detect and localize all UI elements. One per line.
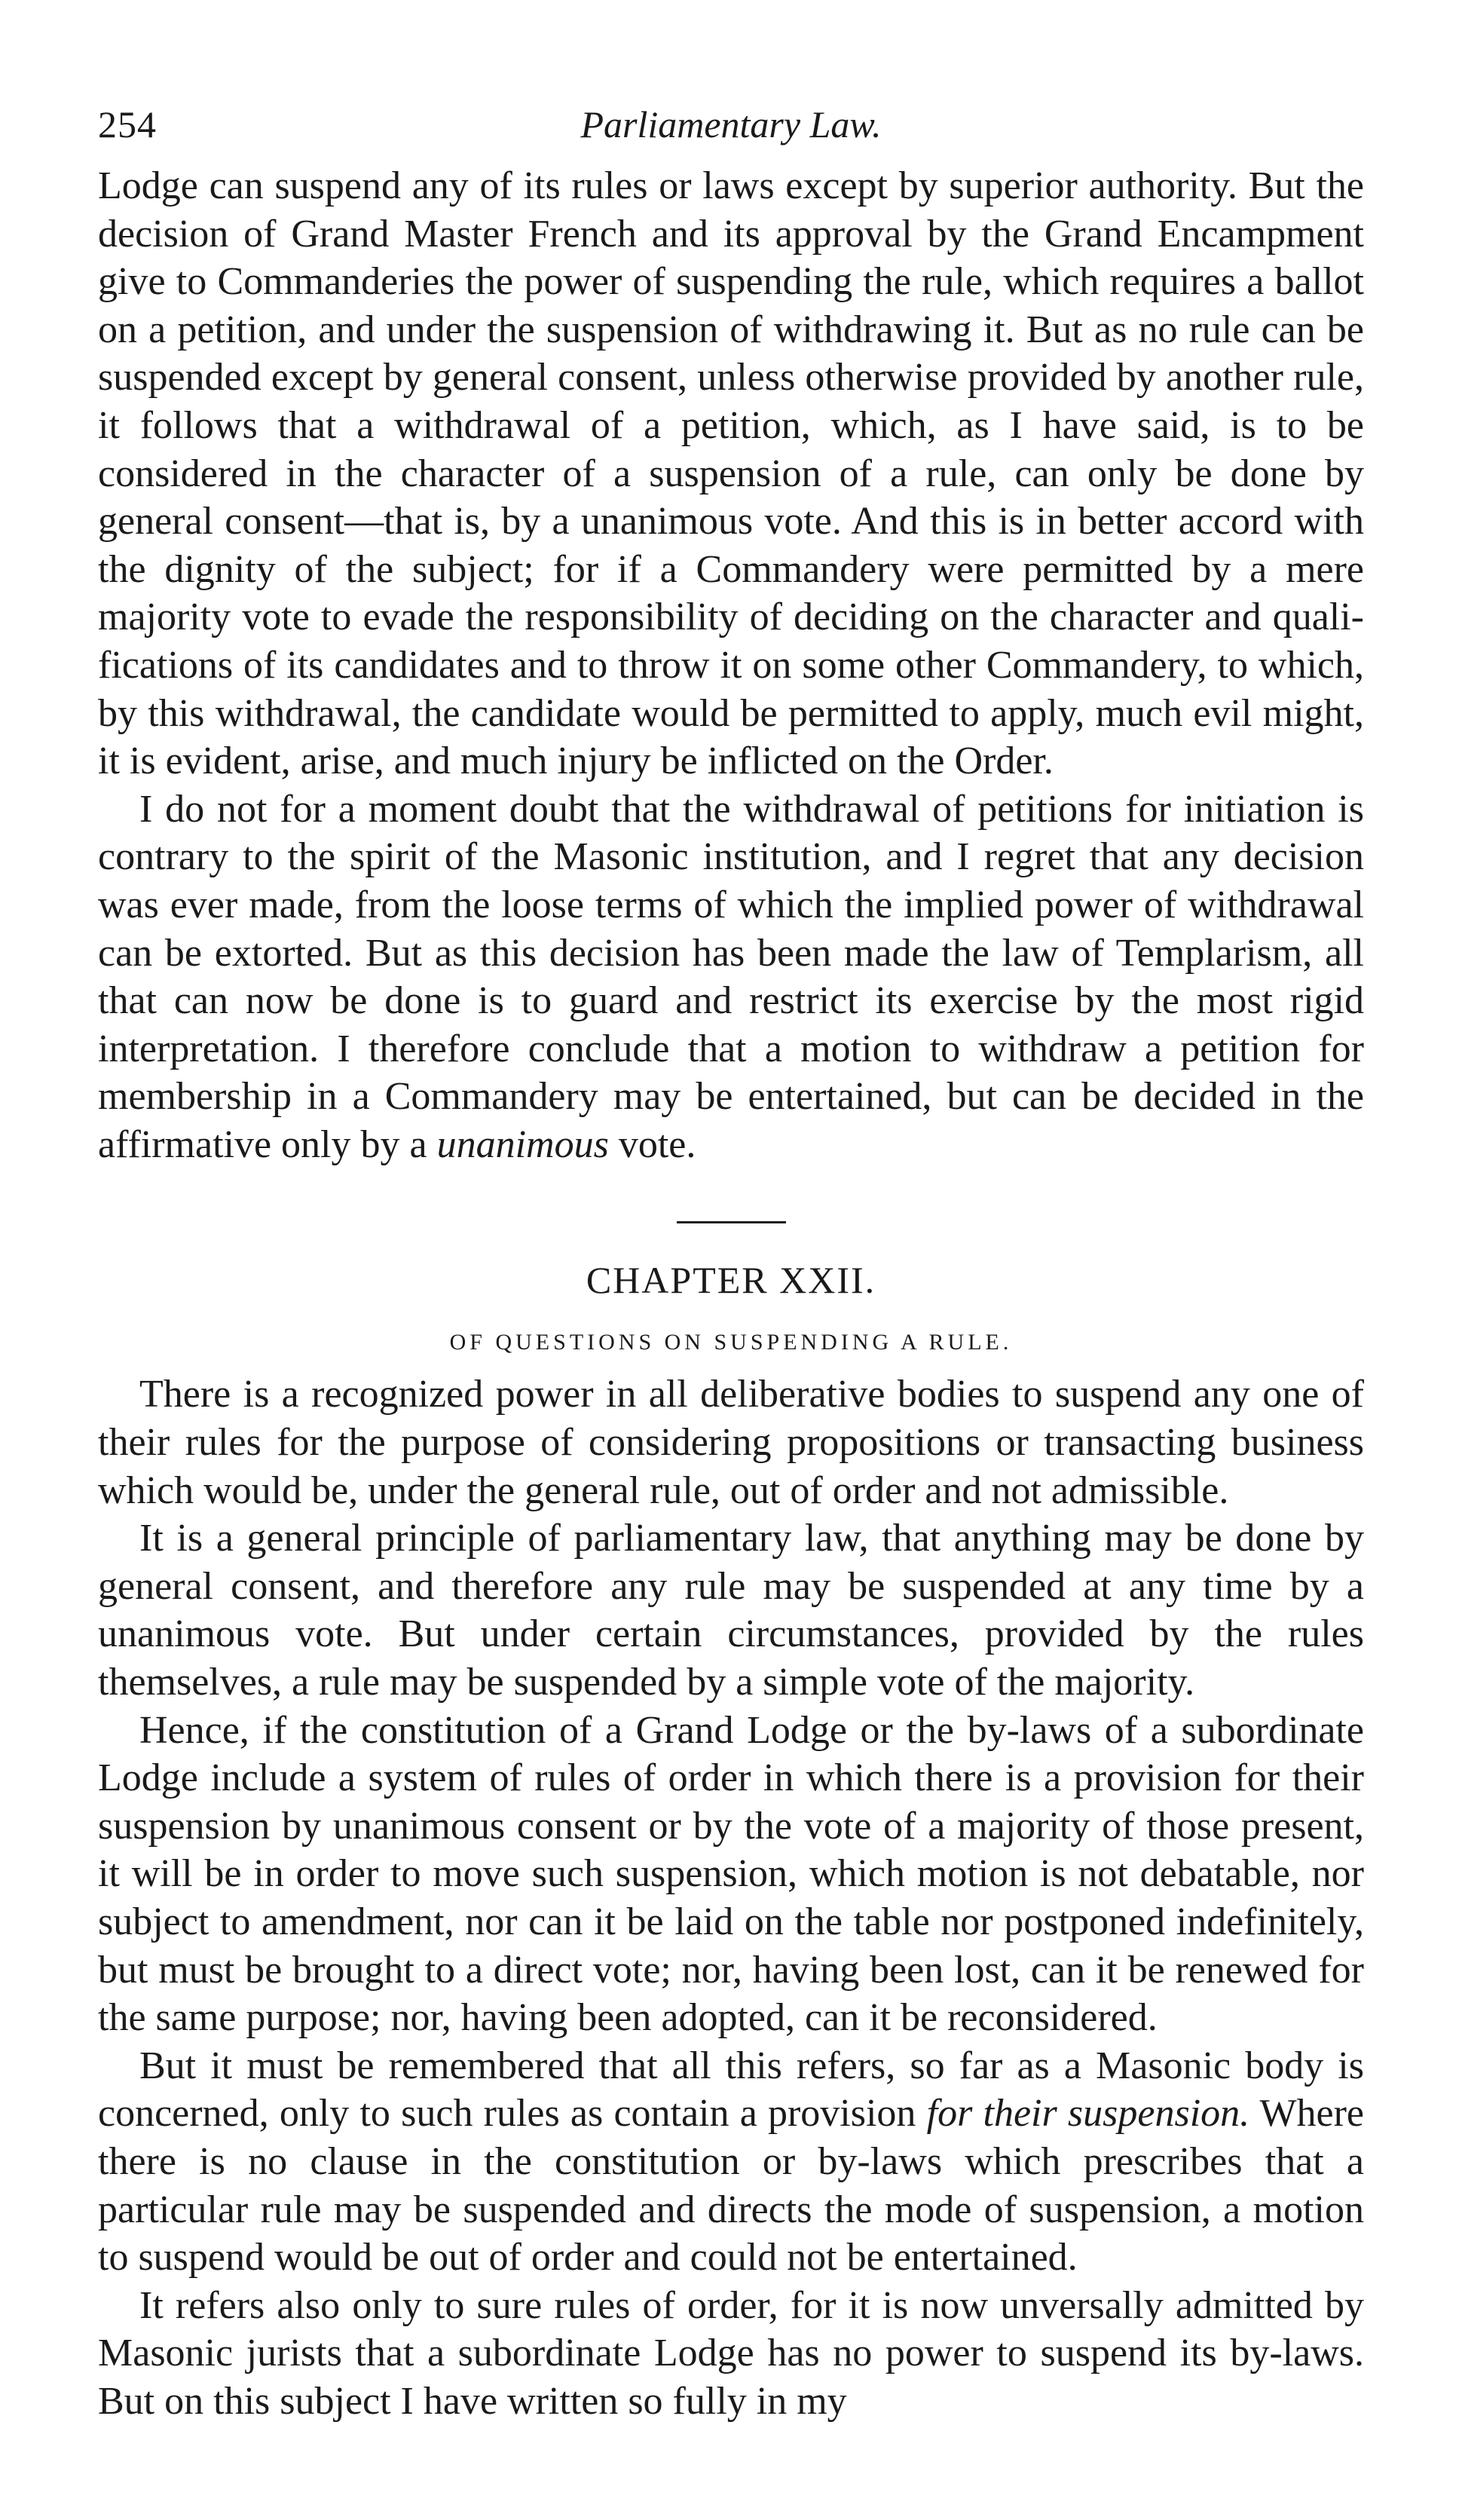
chapter-title: CHAPTER XXII. (586, 1259, 876, 1302)
page-header (98, 87, 1364, 162)
book-page (98, 87, 1364, 2426)
paragraph-recognized-power: There is a recognized power in all deliberative bodies to suspend any one of their rules for the purpose of considering propositions or transacting business which would be, under the general rule, out of order and not admissible. (98, 1373, 1364, 1512)
paragraph-end: vote. (618, 1122, 696, 1166)
chapter-divider (677, 1221, 786, 1223)
paragraph-withdrawal-conclusion (98, 785, 1364, 1169)
paragraph-continued: Lodge can suspend any of its rules or laws except by superior authority. But the decision of Grand Master French and its approval by the Grand Encampment give to Commanderies the power of suspending the rule, which requires a ballot on a petition, and under the suspension of withdrawing it. But as no rule can be suspended except by general consent, unless otherwise provided by another rule, it follows that a withdrawal of a petition, which, as I have said, is to be considered in the character of a suspension of a rule, can only be done by general consent—that is, by a unanimous vote. And this is in better accord with the dignity of the subject; for if a Commandery were permitted by a mere majority vote to evade the responsibility of deciding on the character and qualifications of its candidates and to throw it on some other Commandery, to which, by this withdrawal, the candidate would be permitted to apply, much evil might, it is evident, arise, and much injury be inflicted on the Order. (98, 164, 1364, 783)
emphasis-unanimous: unanimous (436, 1122, 609, 1166)
emphasis-for-their-suspension: for their suspension. (926, 2092, 1250, 2136)
paragraph-remembered (98, 2042, 1364, 2282)
page-number: 254 (98, 103, 157, 145)
paragraph-text: I do not for a moment doubt that the withdrawal of petitions for initiation is contrary to the spirit of the Masonic institution, and I regret that any decision was ever made, from the loose terms of which the implied power of withdrawal can be extorted. But as this decision has been made the law of Templarism, all that can now be done is to guard and restrict its exercise by the most rigid interpretation. I therefore conclude that a motion to withdraw a petition for membership in a Commandery may be entertained, but can be decided in the affirmative only by a (98, 787, 1364, 1166)
paragraph-hence: Hence, if the constitution of a Grand Lodge or the by-laws of a subordinate Lodge include a system of rules of order in which there is a provision for their suspension by unanimous consent or by the vote of a majority of those present, it will be in order to move such suspension, which motion is not debatable, nor subject to amendment, nor can it be laid on the table nor postponed indefinitely, but must be brought to a direct vote; nor, having been lost, can it be renewed for the same purpose; nor, having been adopted, can it be reconsidered. (98, 1708, 1364, 2040)
paragraph-rules-of-order: It refers also only to sure rules of order, for it is now unversally admitted by Masonic jurists that a subordinate Lodge has no power to suspend its by-laws. But on this subject I have written so fully in my (98, 2283, 1364, 2423)
paragraph-text: But it must be remembered that all this refers, so far as a Masonic body is concerned, only to such rules as contain a provision (98, 2044, 1364, 2136)
paragraph-end: Where there is no clause in the constitution or by-laws which prescribes that a particular rule may be suspended and directs the mode of suspension, a motion to suspend would be out of order and could not be entertained. (98, 2092, 1365, 2280)
paragraph-general-principle: It is a general principle of parliamentary law, that anything may be done by general consent, and therefore any rule may be suspended at any time by a unanimous vote. But under certain circumstances, provided by the rules themselves, a rule may be suspended by a simple vote of the majority. (98, 1517, 1364, 1704)
running-title: Parliamentary Law. (580, 103, 882, 145)
chapter-subtitle: OF QUESTIONS ON SUSPENDING A RULE. (449, 1330, 1013, 1355)
